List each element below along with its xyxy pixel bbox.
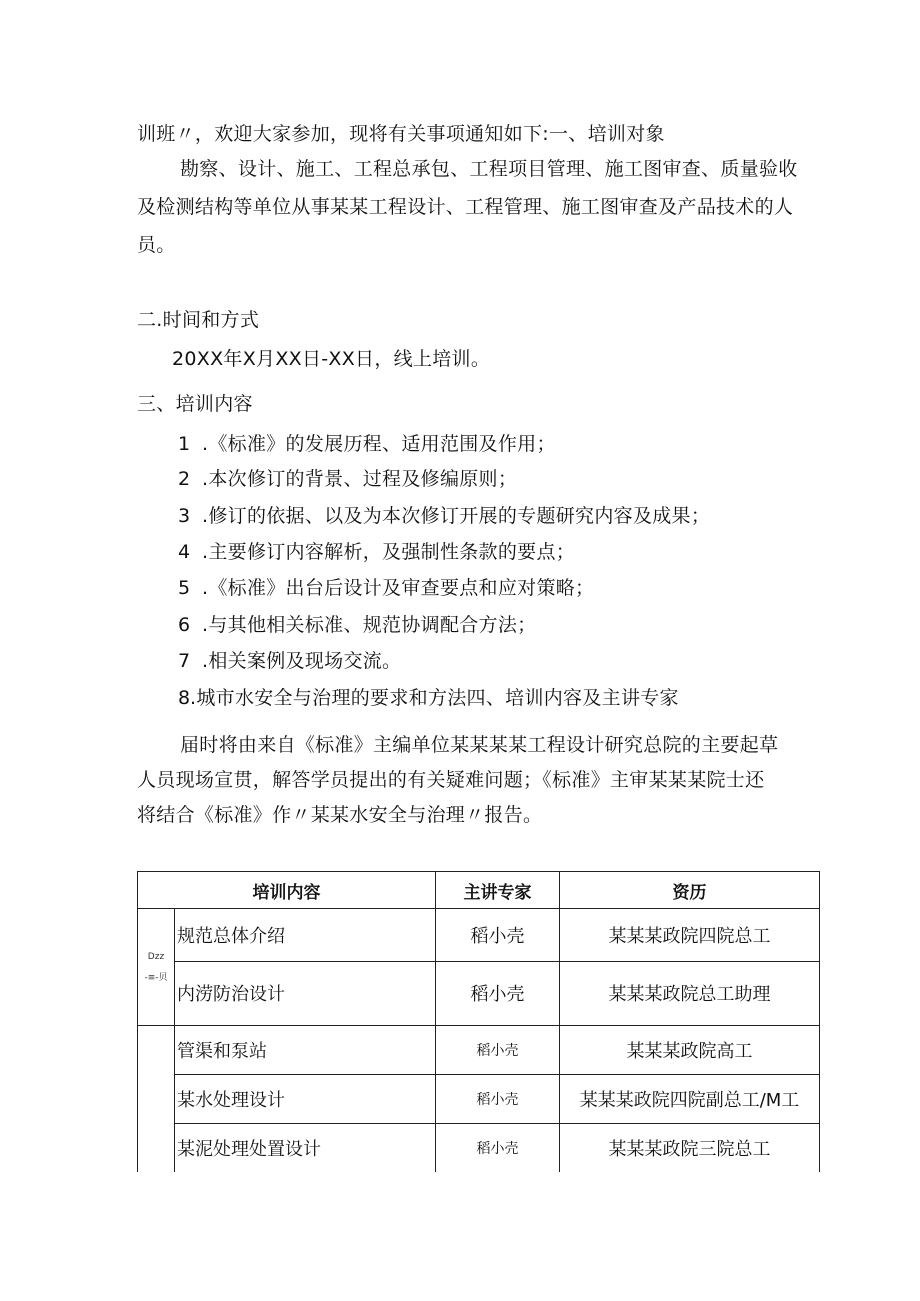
cell-expert: 稻小壳 — [436, 1074, 560, 1123]
list-item-number: 5 — [178, 577, 191, 599]
cell-expert: 稻小壳 — [436, 962, 560, 1026]
list-item-text: .《标准》出台后设计及审查要点和应对策略； — [202, 577, 595, 599]
list-item-text: .相关案例及现场交流。 — [202, 650, 402, 672]
cell-content: 规范总体介绍 — [175, 909, 436, 962]
expert-paragraph-line-1: 届时将由来自《标准》主编单位某某某某工程设计研究总院的主要起草 — [180, 734, 779, 756]
target-paragraph-line-1: 勘察、设计、施工、工程总承包、工程项目管理、施工图审查、质量验收 — [180, 158, 798, 180]
list-item-number: 3 — [178, 505, 191, 527]
cell-content: 内涝防治设计 — [175, 962, 436, 1026]
header-content: 培训内容 — [138, 872, 436, 909]
expert-paragraph-line-3: 将结合《标准》作〃某某水安全与治理〃报告。 — [137, 804, 543, 826]
expert-paragraph-line-2: 人员现场宣贯，解答学员提出的有关疑难问题；《标准》主审某某某院士还 — [137, 769, 765, 791]
list-item — [178, 686, 868, 710]
section-heading-time: 二.时间和方式 — [137, 309, 260, 331]
list-item-text: .主要修订内容解析，及强制性条款的要点； — [202, 541, 576, 563]
time-text: 20XX年X月XX日-XX日，线上培训。 — [172, 348, 491, 370]
list-item — [178, 432, 868, 456]
table-row — [138, 1074, 820, 1123]
side-label: -≡-贝 — [138, 962, 175, 1026]
training-table — [137, 871, 820, 1172]
list-item — [178, 649, 868, 673]
side-blank — [138, 1025, 175, 1172]
header-expert: 主讲专家 — [436, 872, 560, 909]
target-paragraph-line-3: 员。 — [137, 234, 176, 256]
cell-bio: 某某某政院四院总工 — [560, 909, 820, 962]
list-item — [178, 576, 868, 600]
list-item-number: 2 — [178, 468, 191, 490]
cell-expert: 稻小壳 — [436, 909, 560, 962]
cell-expert: 稻小壳 — [436, 1025, 560, 1074]
list-item — [178, 613, 868, 637]
table-row — [138, 909, 820, 962]
list-item-text: .《标准》的发展历程、适用范围及作用； — [202, 433, 556, 455]
list-item-text: .与其他相关标准、规范协调配合方法； — [202, 614, 537, 636]
side-label: Dzz — [138, 909, 175, 962]
cell-bio: 某某某政院总工助理 — [560, 962, 820, 1026]
list-item — [178, 540, 868, 564]
list-item-text: .修订的依据、以及为本次修订开展的专题研究内容及成果； — [202, 505, 711, 527]
cell-bio: 某某某政院四院副总工/M工 — [560, 1074, 820, 1123]
list-item-text: .本次修订的背景、过程及修编原则； — [202, 468, 518, 490]
cell-expert: 稻小壳 — [436, 1123, 560, 1172]
list-item — [178, 504, 868, 528]
cell-content: 管渠和泵站 — [175, 1025, 436, 1074]
list-item-number: 4 — [178, 541, 191, 563]
cell-content: 某泥处理处置设计 — [175, 1123, 436, 1172]
list-item-number: 7 — [178, 650, 191, 672]
list-item-number: 1 — [178, 433, 191, 455]
table-header-row — [138, 872, 820, 909]
intro-line: 训班〃，欢迎大家参加，现将有关事项通知如下:一、培训对象 — [137, 123, 665, 145]
list-item-text: .城市水安全与治理的要求和方法四、培训内容及主讲专家 — [190, 687, 679, 709]
section-heading-content: 三、培训内容 — [137, 393, 253, 415]
list-item-number: 8 — [178, 687, 191, 709]
table-row — [138, 962, 820, 1026]
list-item — [178, 467, 868, 491]
cell-content: 某水处理设计 — [175, 1074, 436, 1123]
cell-bio: 某某某政院高工 — [560, 1025, 820, 1074]
cell-bio: 某某某政院三院总工 — [560, 1123, 820, 1172]
table-row — [138, 1025, 820, 1074]
list-item-number: 6 — [178, 614, 191, 636]
target-paragraph-line-2: 及检测结构等单位从事某某工程设计、工程管理、施工图审查及产品技术的人 — [137, 196, 794, 218]
header-bio: 资历 — [560, 872, 820, 909]
table-row — [138, 1123, 820, 1172]
